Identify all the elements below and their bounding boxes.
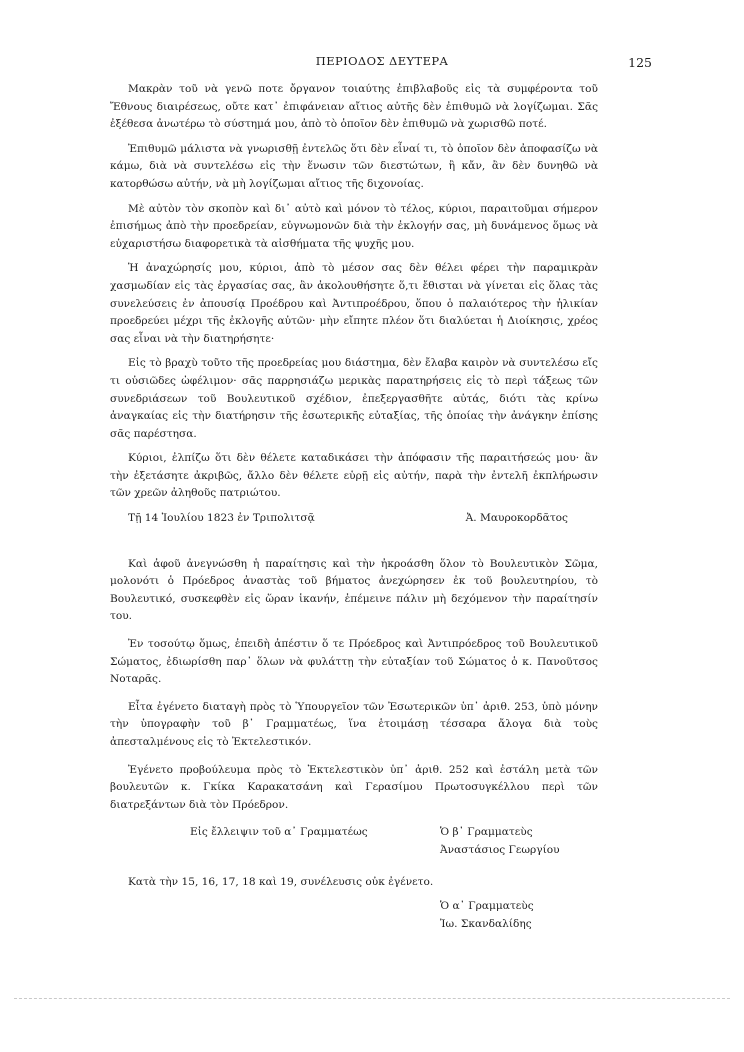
letter-date: Τῇ 14 Ἰουλίου 1823 ἐν Τριπολιτσᾷ [128, 512, 315, 525]
no-session-note: Κατὰ τὴν 15, 16, 17, 18 καὶ 19, συνέλευσις οὐκ ἐγένετο. [128, 875, 434, 888]
secretary-signature [440, 824, 560, 859]
paragraph: Ἐπιθυμῶ μάλιστα νὰ γνωρισθῇ ἐντελῶς ὅτι δὲν εἶναί τι, τὸ ὁποῖον δὲν ἀποφασίζω νὰ κάμω, διὰ νὰ συντελέσω εἰς τὴν ἕνωσιν τῶν διεστώτων, ἢ κἄν, ἂν δὲν δυνηθῶ νὰ κατορθώσω αὐτήν, νὰ μὴ λογίζωμαι αἴτιος τῆς διχονοίας. [110, 142, 598, 190]
minutes-paragraph: Ἐγένετο προβούλευμα πρὸς τὸ Ἐκτελεστικὸν ὑπ᾽ ἀριθ. 252 καὶ ἐστάλη μετὰ τῶν βουλευτῶν κ. Γκίκα Καρακατσάνη καὶ Γερασίμου Πρωτοσυγκέλλου περὶ τῶν διατρεξάντων διὰ τὸν Πρόεδρον. [110, 763, 598, 811]
letter-signature: Ἀ. Μαυροκορδᾶτος [465, 512, 568, 525]
page-number: 125 [628, 55, 652, 70]
document-body [110, 81, 598, 933]
paragraph: Μακρὰν τοῦ νὰ γενῶ ποτε ὄργανον τοιαύτης ἐπιβλαβοῦς εἰς τὰ συμφέροντα τοῦ Ἔθνους διαιρέσεως, οὔτε κατ᾽ ἐπιφάνειαν αἴτιος αὐτῆς δὲν ἐπιθυμῶ νὰ λογίζωμαι. Σᾶς ἐξέθεσα ἀνωτέρω τὸ σύστημά μου, ἀπὸ τὸ ὁποῖον δὲν ἐπιθυμῶ νὰ χωρισθῶ ποτέ. [110, 83, 598, 131]
paragraph: Μὲ αὐτὸν τὸν σκοπὸν καὶ δι᾽ αὐτὸ καὶ μόνον τὸ τέλος, κύριοι, παραιτοῦμαι σήμερον ἐπισήμως ἀπὸ τὴν προεδρείαν, εὐγνωμονῶν διὰ τὴν ἐκλογήν σας, μὴ δυνάμενος ὅμως νὰ εὐχαριστήσω διαφορετικὰ τὰ αἰσθήματα τῆς ψυχῆς μου. [110, 202, 598, 250]
dateline [110, 510, 598, 528]
paragraph: Εἰς τὸ βραχὺ τοῦτο τῆς προεδρείας μου διάστημα, δὲν ἔλαβα καιρὸν νὰ συντελέσω εἴς τι οὐσιῶδες ὠφέλιμον· σᾶς παρρησιάζω μερικὰς παρατηρήσεις εἰς τὸ περὶ τάξεως τῶν συνεδριάσεων τοῦ Βουλευτικοῦ σχέδιον, ἐπεξεργασθῆτε αὐτάς, διότι τὰς κρίνω ἀναγκαίας εἰς τὴν διατήρησιν τῆς ἐσωτερικῆς εὐταξίας, τῆς ὁποίας τὴν ἀνάγκην ἐπίσης σᾶς παρέστησα. [110, 357, 598, 440]
minutes-paragraph: Εἶτα ἐγένετο διαταγὴ πρὸς τὸ Ὑπουργεῖον τῶν Ἐσωτερικῶν ὑπ᾽ ἀριθ. 253, ὑπὸ μόνην τὴν ὑπογραφὴν τοῦ β᾽ Γραμματέως, ἵνα ἑτοιμάσῃ τέσσαρα ἄλογα διὰ τοὺς ἀπεσταλμένους εἰς τὸ Ἐκτελεστικόν. [110, 700, 598, 748]
paragraph: Ἡ ἀναχώρησίς μου, κύριοι, ἀπὸ τὸ μέσον σας δὲν θέλει φέρει τὴν παραμικρὰν χασμωδίαν εἰς τὰς ἐργασίας σας, ἂν ἀκολουθήσητε ὅ,τι ἔθισται νὰ γίνεται εἰς ὅλας τὰς συνελεύσεις ἐν ἀπουσίᾳ Προέδρου καὶ Ἀντιπροέδρου, ὅπου ὁ παλαιότερος τὴν ἡλικίαν προεδρεύει μέχρι τῆς ἐκλογῆς αὐτῶν· μὴν εἴπητε πλέον ὅτι διαλύεται ἡ Διοίκησις, χρέος σας εἶναι νὰ τὴν διατηρήσητε· [110, 262, 598, 345]
first-secretary-signoff [440, 898, 598, 933]
first-secretary-name: Ἰω. Σκανδαλίδης [440, 917, 532, 930]
running-head: ΠΕΡΙΟΔΟΣ ΔΕΥΤΕΡΑ [315, 54, 449, 68]
first-secretary-title: Ὁ α᾽ Γραμματεὺς [440, 900, 534, 913]
secretary-name: Ἀναστάσιος Γεωργίου [440, 843, 560, 856]
minutes-paragraph: Καὶ ἀφοῦ ἀνεγνώσθη ἡ παραίτησις καὶ τὴν ἠκροάσθη ὅλον τὸ Βουλευτικὸν Σῶμα, μολονότι ὁ Πρόεδρος ἀναστὰς τοῦ βήματος ἀνεχώρησεν ἐκ τοῦ βουλευτηρίου, τὸ Βουλευτικό, συσκεφθὲν εἰς ὥραν ἱκανήν, ἐπέμεινε πάλιν μὴ δεχόμενον τὴν παραίτησίν του. [110, 557, 598, 623]
secretary-title: Ὁ β᾽ Γραμματεὺς [440, 826, 533, 839]
paragraph: Κύριοι, ἐλπίζω ὅτι δὲν θέλετε καταδικάσει τὴν ἀπόφασιν τῆς παραιτήσεώς μου· ἂν τὴν ἐξετάσητε ἀκριβῶς, ἄλλο δὲν θέλετε εὑρῇ εἰς αὐτήν, παρὰ τὴν ἐντελῆ ἐκπλήρωσιν τῶν χρεῶν ἀληθοῦς πατριώτου. [110, 452, 598, 500]
absence-note: Εἰς ἔλλειψιν τοῦ α᾽ Γραμματέως [190, 826, 368, 839]
scan-edge-line [14, 998, 730, 999]
secretary-signoff [110, 824, 598, 859]
minutes-paragraph: Ἐν τοσούτῳ ὅμως, ἐπειδὴ ἀπέστιν ὅ τε Πρόεδρος καὶ Ἀντιπρόεδρος τοῦ Βουλευτικοῦ Σώματος, ἐδιωρίσθη παρ᾽ ὅλων νὰ φυλάττῃ τὴν εὐταξίαν τοῦ Σώματος ὁ κ. Πανοῦτσος Νοταρᾶς. [110, 638, 598, 686]
page-header [112, 54, 652, 72]
